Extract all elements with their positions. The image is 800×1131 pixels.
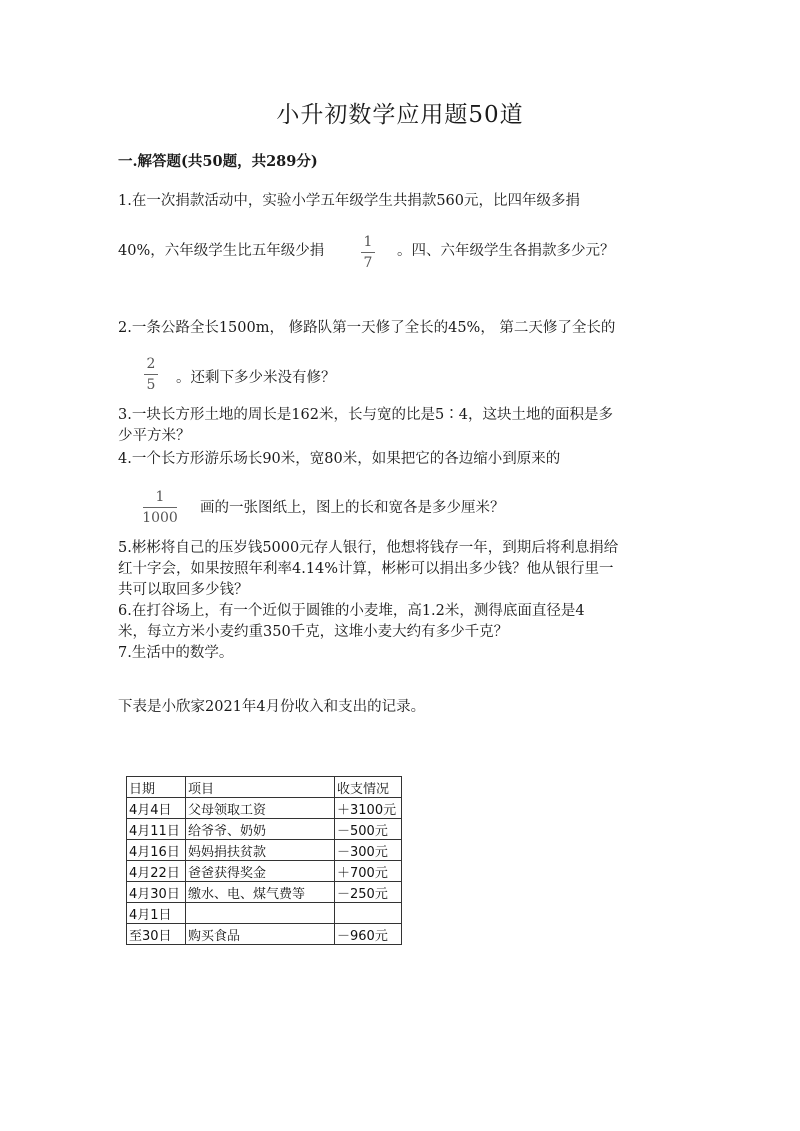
table-cell: －300元	[335, 840, 402, 861]
table-row	[127, 861, 402, 882]
table-cell: 4月22日	[127, 861, 186, 882]
table-cell: 妈妈捐扶贫款	[186, 840, 335, 861]
q2-fraction	[144, 356, 158, 393]
table-cell	[335, 903, 402, 924]
q2-fraction-denominator: 5	[146, 377, 156, 393]
table-row	[127, 840, 402, 861]
table-cell: －500元	[335, 819, 402, 840]
fraction-bar	[361, 252, 375, 253]
q5-line1: 5.彬彬将自己的压岁钱5000元存人银行，他想将钱存一年，到期后将利息捐给	[118, 540, 619, 556]
table-cell: 父母领取工资	[186, 798, 335, 819]
q4-line2: 画的一张图纸上，图上的长和宽各是多少厘米？	[200, 500, 505, 516]
table-cell: 至30日	[127, 924, 186, 945]
table-cell: ＋3100元	[335, 798, 402, 819]
table-cell: 给爷爷、奶奶	[186, 819, 335, 840]
table-cell: 4月11日	[127, 819, 186, 840]
table-cell: 日期	[127, 777, 186, 798]
table-cell: 4月16日	[127, 840, 186, 861]
table-cell: 4月30日	[127, 882, 186, 903]
q5-line3: 共可以取回多少钱？	[118, 582, 249, 598]
q4-fraction-numerator: 1	[155, 489, 165, 505]
q4-line1: 4.一个长方形游乐场长90米，宽80米，如果把它的各边缩小到原来的	[118, 451, 561, 467]
table-cell: 4月4日	[127, 798, 186, 819]
table-cell: 爸爸获得奖金	[186, 861, 335, 882]
q4-fraction	[143, 489, 177, 526]
table-cell: －960元	[335, 924, 402, 945]
q6-line1: 6.在打谷场上，有一个近似于圆锥的小麦堆，高1.2米，测得底面直径是4	[118, 603, 585, 619]
fraction-bar	[143, 507, 177, 508]
q1-fraction-numerator: 1	[363, 234, 373, 250]
section-heading: 一.解答题(共50题，共289分)	[118, 153, 318, 170]
table-cell	[186, 903, 335, 924]
table-cell: 4月1日	[127, 903, 186, 924]
q4-fraction-denominator: 1000	[142, 510, 178, 526]
q3-line2: 少平方米？	[118, 428, 191, 444]
q2-fraction-numerator: 2	[146, 356, 156, 372]
table-cell: 购买食品	[186, 924, 335, 945]
table-row	[127, 903, 402, 924]
q7-line1: 7.生活中的数学。	[118, 645, 234, 661]
table-row	[127, 798, 402, 819]
q5-line2: 红十字会，如果按照年利率4.14%计算，彬彬可以捐出多少钱？他从银行里一	[118, 561, 614, 577]
table-cell: －250元	[335, 882, 402, 903]
q1-line1: 1.在一次捐款活动中，实验小学五年级学生共捐款560元，比四年级多捐	[118, 193, 581, 209]
table-cell: ＋700元	[335, 861, 402, 882]
q1-fraction	[361, 234, 375, 271]
table-row	[127, 924, 402, 945]
table-row	[127, 882, 402, 903]
table-cell: 缴水、电、煤气费等	[186, 882, 335, 903]
income-expense-table	[126, 776, 402, 945]
table-cell: 收支情况	[335, 777, 402, 798]
q1-fraction-denominator: 7	[363, 255, 373, 271]
q1-line2a: 40%，六年级学生比五年级少捐	[118, 243, 325, 259]
q6-line2: 米，每立方米小麦约重350千克，这堆小麦大约有多少千克？	[118, 624, 509, 640]
table-cell: 项目	[186, 777, 335, 798]
table-header-row	[127, 777, 402, 798]
fraction-bar	[144, 374, 158, 375]
q3-line1: 3.一块长方形土地的周长是162米，长与宽的比是5∶4，这块土地的面积是多	[118, 407, 613, 423]
q1-line2b: 。四、六年级学生各捐款多少元？	[397, 243, 615, 259]
q2-line1: 2.一条公路全长1500m， 修路队第一天修了全长的45%， 第二天修了全长的	[118, 320, 616, 336]
table-row	[127, 819, 402, 840]
q2-line2: 。还剩下多少米没有修？	[176, 370, 336, 386]
page-title: 小升初数学应用题50道	[276, 102, 524, 128]
q7-line2: 下表是小欣家2021年4月份收入和支出的记录。	[118, 699, 426, 715]
